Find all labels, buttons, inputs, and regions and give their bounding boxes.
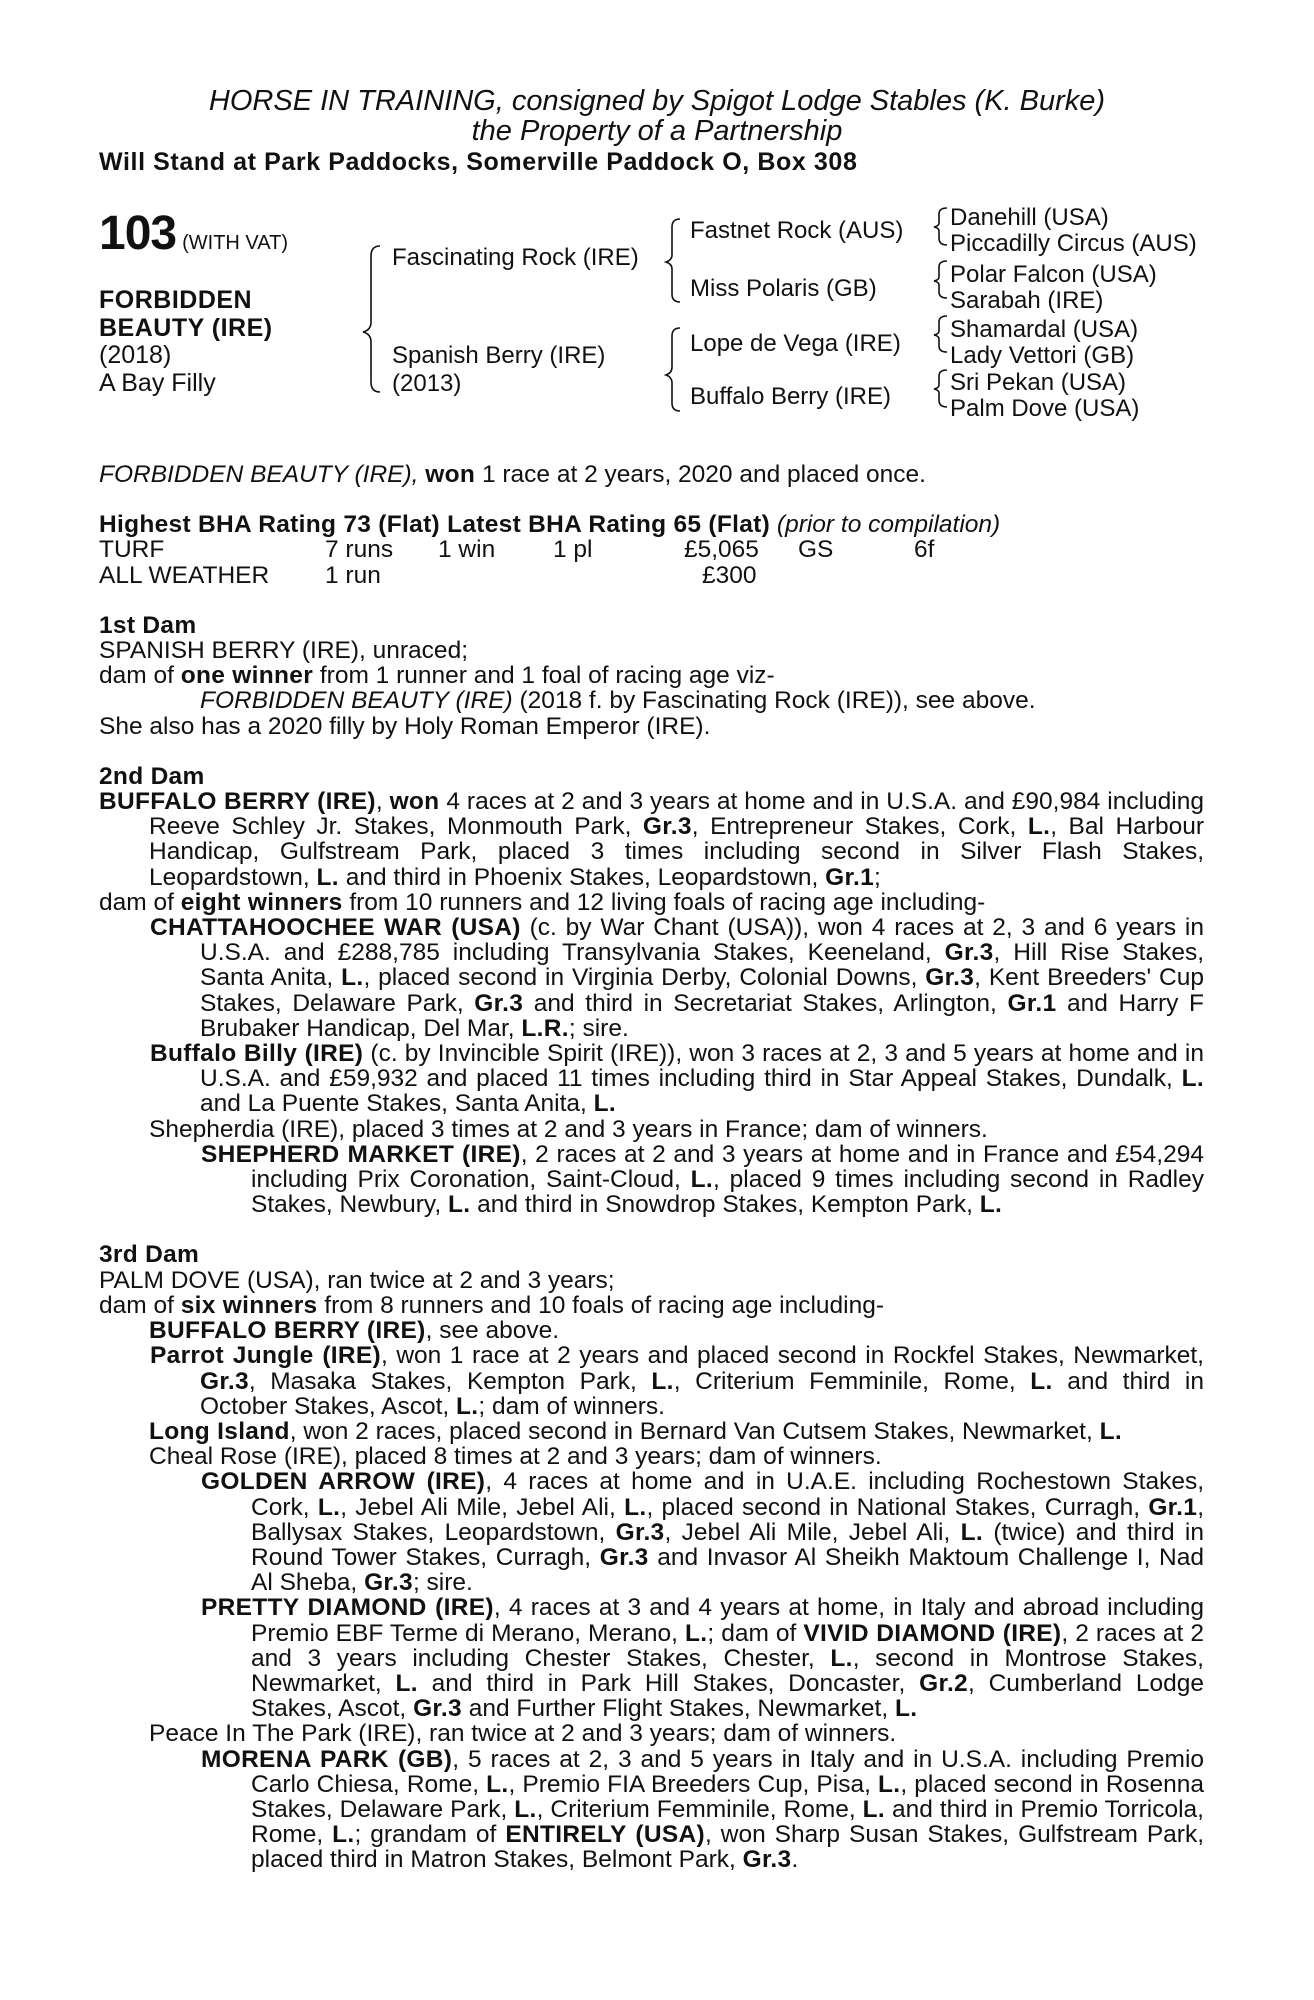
horse-description: A Bay Filly — [99, 368, 216, 397]
consignor-line: HORSE IN TRAINING, consigned by Spigot Lodge Stables (K. Burke) — [208, 85, 1106, 117]
first-dam-produce-intro: dam of one winner from 1 runner and 1 foal of racing age viz- — [99, 662, 775, 690]
ss-dam-name: Piccadilly Circus (AUS) — [950, 230, 1197, 257]
sd-sire-name: Polar Falcon (USA) — [950, 261, 1157, 288]
horse-foaling-year: (2018) — [99, 341, 172, 369]
vat-note: (WITH VAT) — [182, 232, 288, 254]
dam-dam-name: Buffalo Berry (IRE) — [690, 383, 891, 410]
produce-golden-arrow: GOLDEN ARROW (IRE), 4 races at home and in U.A.E. including Rochestown Stakes, Cork, L., Jebel Ali Mile, Jebel Ali, L., placed second in National Stakes, Curragh, Gr.1, Ballysax Stakes, Leopardstown, Gr.3, Jebel Ali Mile, Jebel Ali, L. (twice) and third in Round Tower Stakes, Curragh, Gr.3 and Invasor Al Sheikh Maktoum Challenge I, Nad Al Sheba, Gr.3; sire. — [201, 1468, 1205, 1597]
produce-peace-in-the-park: Peace In The Park (IRE), ran twice at 2 and 3 years; dam of winners. — [149, 1720, 897, 1748]
dam-year: (2013) — [392, 370, 462, 397]
dam-bracket — [666, 328, 680, 411]
turf-record: TURF 7 runs 1 win 1 pl £5,065 GS 6f — [99, 536, 935, 564]
ds-bracket — [934, 316, 947, 352]
property-line: the Property of a Partnership — [471, 115, 843, 147]
sire-name: Fascinating Rock (IRE) — [392, 244, 639, 271]
produce-buffalo-billy: Buffalo Billy (IRE) (c. by Invincible Spirit (IRE)), won 3 races at 2, 3 and 5 years at home and in U.S.A. and £59,932 and placed 11 times including third in Star Appeal Stakes, Dundalk, L. and La Puente Stakes, Santa Anita, L. — [150, 1040, 1205, 1118]
ss-sire-name: Danehill (USA) — [950, 204, 1109, 231]
rating-line: Highest BHA Rating 73 (Flat) Latest BHA Rating 65 (Flat) (prior to compilation) — [99, 511, 1001, 539]
ss-bracket — [934, 208, 947, 245]
produce-pretty-diamond: PRETTY DIAMOND (IRE), 4 races at 3 and 4 years at home, in Italy and abroad including Premio EBF Terme di Merano, Merano, L.; dam of VIVID DIAMOND (IRE), 2 races at 2 and 3 years including Chester Stakes, Chester, L., second in Montrose Stakes, Newmarket, L. and third in Park Hill Stakes, Doncaster, Gr.2, Cumberland Lodge Stakes, Ascot, Gr.3 and Further Flight Stakes, Newmarket, L. — [201, 1594, 1205, 1723]
third-dam-produce-intro: dam of six winners from 8 runners and 10 foals of racing age including- — [99, 1291, 885, 1319]
first-dam-line: SPANISH BERRY (IRE), unraced; — [99, 637, 468, 665]
sire-bracket — [666, 219, 680, 302]
produce-shepherdia: Shepherdia (IRE), placed 3 times at 2 and 3 years in France; dam of winners. — [149, 1115, 988, 1143]
catalogue-text — [99, 462, 1204, 1873]
lot-number: 103 — [99, 207, 177, 260]
produce-shepherd-market: SHEPHERD MARKET (IRE), 2 races at 2 and 3 years at home and in France and £54,294 including Prix Coronation, Saint-Cloud, L., placed 9 times including second in Radley Stakes, Newbury, L. and third in Snowdrop Stakes, Kempton Park, L. — [201, 1140, 1204, 1219]
sire-dam-name: Miss Polaris (GB) — [690, 275, 877, 302]
second-dam-heading: 2nd Dam — [99, 762, 205, 790]
dam-name: Spanish Berry (IRE) — [392, 342, 606, 369]
produce-morena-park: MORENA PARK (GB), 5 races at 2, 3 and 5 years in Italy and in U.S.A. including Premio Carlo Chiesa, Rome, L., Premio FIA Breeders Cup, Pisa, L., placed second in Rosenna Stakes, Delaware Park, L., Criterium Femminile, Rome, L. and third in Premio Torricola, Rome, L.; grandam of ENTIRELY (USA), won Sharp Susan Stakes, Gulfstream Park, placed third in Matron Stakes, Belmont Park, Gr.3. — [201, 1745, 1205, 1874]
produce-parrot-jungle: Parrot Jungle (IRE), won 1 race at 2 years and placed second in Rockfel Stakes, Newmarket, Gr.3, Masaka Stakes, Kempton Park, L., Criterium Femminile, Rome, L. and third in October Stakes, Ascot, L.; dam of winners. — [150, 1342, 1205, 1420]
sd-bracket — [934, 261, 947, 298]
produce-chattahoochee-war: CHATTAHOOCHEE WAR (USA) (c. by War Chant (USA)), won 4 races at 2, 3 and 6 years in U.S.A. and £288,785 including Transylvania Stakes, Keeneland, Gr.3, Hill Rise Stakes, Santa Anita, L., placed second in Virginia Derby, Colonial Downs, Gr.3, Kent Breeders' Cup Stakes, Delaware Park, Gr.3 and third in Secretariat Stakes, Arlington, Gr.1 and Harry F Brubaker Handicap, Del Mar, L.R.; sire. — [150, 914, 1204, 1042]
stand-location: Will Stand at Park Paddocks, Somerville Paddock O, Box 308 — [99, 148, 858, 176]
first-dam-produce-item: FORBIDDEN BEAUTY (IRE) (2018 f. by Fascinating Rock (IRE)), see above. — [200, 687, 1036, 715]
dd-sire-name: Sri Pekan (USA) — [950, 369, 1127, 396]
race-summary: FORBIDDEN BEAUTY (IRE), won 1 race at 2 years, 2020 and placed once. — [99, 461, 926, 488]
second-dam-produce-intro: dam of eight winners from 10 runners and 12 living foals of racing age including- — [99, 888, 986, 916]
all-weather-record: ALL WEATHER 1 run £300 — [99, 561, 757, 589]
ds-dam-name: Lady Vettori (GB) — [950, 342, 1135, 369]
horse-name-line2: BEAUTY (IRE) — [99, 313, 273, 342]
first-dam-foal-note: She also has a 2020 filly by Holy Roman Emperor (IRE). — [99, 712, 711, 740]
dd-bracket — [934, 370, 947, 407]
sd-dam-name: Sarabah (IRE) — [950, 287, 1104, 314]
sire-sire-name: Fastnet Rock (AUS) — [690, 217, 904, 244]
produce-cheal-rose: Cheal Rose (IRE), placed 8 times at 2 and 3 years; dam of winners. — [149, 1443, 882, 1471]
main-bracket — [363, 246, 380, 392]
produce-buffalo-berry: BUFFALO BERRY (IRE), see above. — [149, 1317, 560, 1345]
first-dam-heading: 1st Dam — [99, 611, 197, 639]
ds-sire-name: Shamardal (USA) — [950, 316, 1139, 343]
produce-long-island: Long Island, won 2 races, placed second in Bernard Van Cutsem Stakes, Newmarket, L. — [149, 1417, 1122, 1445]
dd-dam-name: Palm Dove (USA) — [950, 395, 1140, 422]
dam-sire-name: Lope de Vega (IRE) — [690, 330, 901, 357]
horse-name-line1: FORBIDDEN — [99, 286, 253, 314]
third-dam-heading: 3rd Dam — [99, 1241, 200, 1269]
second-dam-entry: BUFFALO BERRY (IRE), won 4 races at 2 and 3 years at home and in U.S.A. and £90,984 including Reeve Schley Jr. Stakes, Monmouth Park, Gr.3, Entrepreneur Stakes, Cork, L., Bal Harbour Handicap, Gulfstream Park, placed 3 times including second in Silver Flash Stakes, Leopardstown, L. and third in Phoenix Stakes, Leopardstown, Gr.1; — [99, 788, 1204, 891]
third-dam-entry: PALM DOVE (USA), ran twice at 2 and 3 years; — [99, 1266, 615, 1294]
